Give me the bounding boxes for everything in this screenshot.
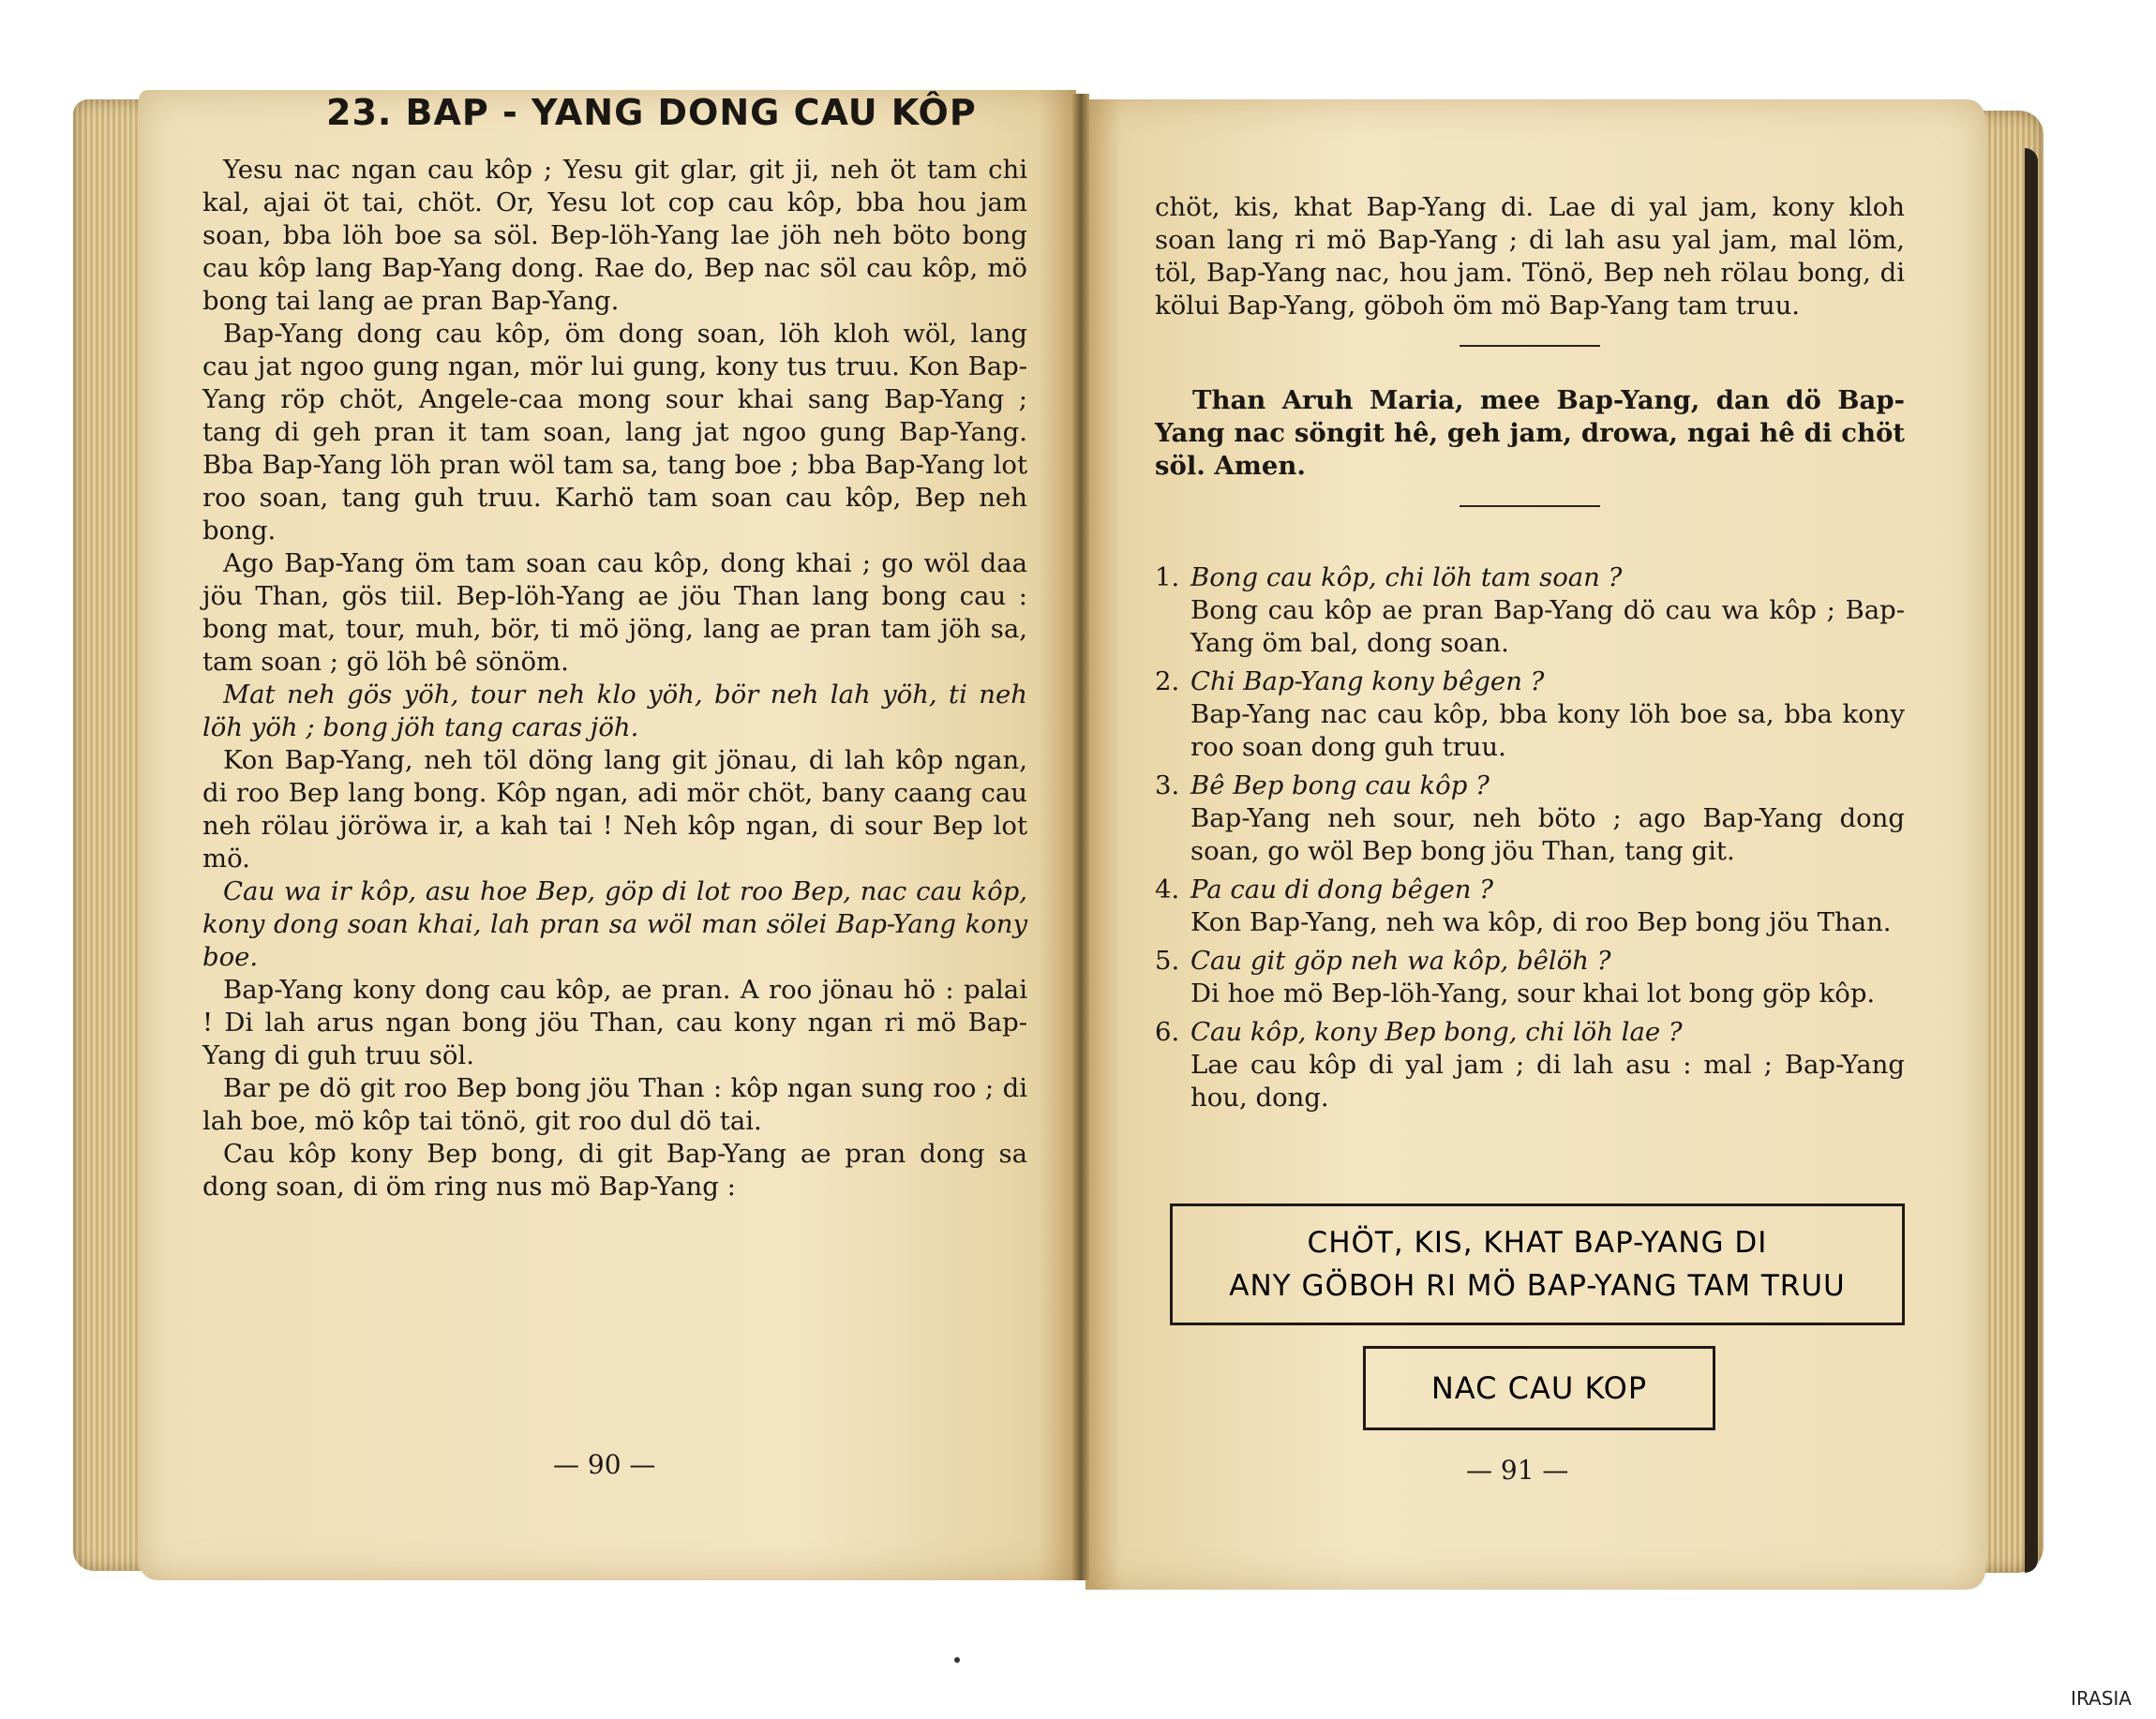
question-number: 1. xyxy=(1155,562,1180,592)
answer-text: Bong cau kôp ae pran Bap-Yang dö cau wa kôp ; Bap-Yang öm bal, dong soan. xyxy=(1190,595,1905,658)
question-number: 5. xyxy=(1155,946,1180,976)
question-number: 4. xyxy=(1155,874,1180,904)
book-cover-edge xyxy=(2025,148,2038,1573)
question-item xyxy=(1155,1016,1905,1114)
separator-line xyxy=(1460,505,1600,507)
continued-paragraph: chöt, kis, khat Bap-Yang di. Lae di yal jam, kony kloh soan lang ri mö Bap-Yang ; di lah asu yal jam, mal löm, töl, Bap-Yang nac, hou jam. Tönö, Bep neh rölau bong, di kölui Bap-Yang, göboh öm mö Bap-Yang tam truu. xyxy=(1155,192,1905,321)
question-number: 6. xyxy=(1155,1017,1180,1047)
chapter-title: 23. BAP - YANG DONG CAU KÔP xyxy=(326,92,977,133)
question-text: Chi Bap-Yang kony bêgen ? xyxy=(1190,666,1545,696)
question-text: Cau kôp, kony Bep bong, chi löh lae ? xyxy=(1190,1017,1683,1047)
question-item xyxy=(1155,561,1905,660)
right-page-content xyxy=(1155,191,1905,1120)
answer-text: Kon Bap-Yang, neh wa kôp, di roo Bep bong jöu Than. xyxy=(1190,907,1892,937)
question-item xyxy=(1155,770,1905,868)
question-text: Cau git göp neh wa kôp, bêlöh ? xyxy=(1190,946,1611,976)
summary-box xyxy=(1170,1203,1905,1325)
paragraph: Yesu nac ngan cau kôp ; Yesu git glar, git ji, neh öt tam chi kal, ajai öt tai, chöt. Or, Yesu lot cop cau kôp, bba hou jam soan, bba löh boe sa söl. Bep-löh-Yang lae jöh neh böto bong cau kôp lang Bap-Yang dong. Rae do, Bep nac söl cau kôp, mö bong tai lang ae pran Bap-Yang. xyxy=(202,155,1027,316)
paragraph: Mat neh gös yöh, tour neh klo yöh, bör neh lah yöh, ti neh löh yöh ; bong jöh tang caras jöh. xyxy=(202,680,1027,742)
answer-text: Bap-Yang nac cau kôp, bba kony löh boe sa, bba kony roo soan dong guh truu. xyxy=(1190,699,1905,762)
question-text: Bê Bep bong cau kôp ? xyxy=(1190,770,1490,800)
paragraph: Bap-Yang kony dong cau kôp, ae pran. A roo jönau hö : palai ! Di lah arus ngan bong jöu Than, cau kony ngan ri mö Bap-Yang di guh truu söl. xyxy=(202,975,1027,1070)
question-item xyxy=(1155,874,1905,939)
answer-text: Lae cau kôp di yal jam ; di lah asu : mal ; Bap-Yang hou, dong. xyxy=(1190,1050,1905,1113)
summary-line-1: CHÖT, KIS, KHAT BAP-YANG DI xyxy=(1307,1226,1768,1260)
paragraph: Bar pe dö git roo Bep bong jöu Than : kôp ngan sung roo ; di lah boe, mö kôp tai tönö, git roo dul dö tai. xyxy=(202,1073,1027,1136)
question-text: Bong cau kôp, chi löh tam soan ? xyxy=(1190,562,1623,592)
summary-line-2: ANY GÖBOH RI MÖ BAP-YANG TAM TRUU xyxy=(1229,1269,1846,1303)
paragraph: Kon Bap-Yang, neh töl döng lang git jönau, di lah kôp ngan, di roo Bep lang bong. Kôp ngan, adi mör chöt, bany caang cau neh rölau jöröwa ir, a kah tai ! Neh kôp ngan, di sour Bep lot mö. xyxy=(202,745,1027,874)
paragraph: Bap-Yang dong cau kôp, öm dong soan, löh kloh wöl, lang cau jat ngoo gung ngan, mör lui gung, kony tus truu. Kon Bap-Yang röp chöt, Angele-caa mong sour khai sang Bap-Yang ; tang di geh pran it tam soan, lang jat ngoo gung Bap-Yang. Bba Bap-Yang löh pran wöl tam sa, tang boe ; bba Bap-Yang lot roo soan, tang guh truu. Karhö tam soan cau kôp, Bep neh bong. xyxy=(202,319,1027,546)
question-list xyxy=(1155,561,1905,1114)
separator-line xyxy=(1460,345,1600,347)
left-page-content xyxy=(202,90,1027,1203)
resolution-box: NAC CAU KOP xyxy=(1363,1346,1715,1430)
watermark: IRASIA xyxy=(2071,1687,2132,1710)
paragraph: Ago Bap-Yang öm tam soan cau kôp, dong khai ; go wöl daa jöu Than, gös tiil. Bep-löh-Yang ae jöu Than lang bong cau : bong mat, tour, muh, bör, ti mö jöng, lang ae pran tam jöh sa, tam soan ; gö löh bê sönöm. xyxy=(202,548,1027,677)
page-number-left: — 90 — xyxy=(553,1449,656,1480)
question-text: Pa cau di dong bêgen ? xyxy=(1190,874,1493,904)
page-number-right: — 91 — xyxy=(1466,1455,1569,1486)
paragraph: Cau kôp kony Bep bong, di git Bap-Yang ae pran dong sa dong soan, di öm ring nus mö Bap-Yang : xyxy=(202,1139,1027,1202)
question-item xyxy=(1155,945,1905,1010)
prayer-paragraph: Than Aruh Maria, mee Bap-Yang, dan dö Bap-Yang nac söngit hê, geh jam, drowa, ngai hê di chöt söl. Amen. xyxy=(1155,385,1905,481)
left-paragraphs xyxy=(202,154,1027,1203)
question-item xyxy=(1155,665,1905,764)
answer-text: Bap-Yang neh sour, neh böto ; ago Bap-Yang dong soan, go wöl Bep bong jöu Than, tang git. xyxy=(1190,803,1905,866)
paragraph: Cau wa ir kôp, asu hoe Bep, göp di lot roo Bep, nac cau kôp, kony dong soan khai, lah pran sa wöl man sölei Bap-Yang kony boe. xyxy=(202,876,1027,972)
speck xyxy=(954,1657,960,1663)
book-gutter xyxy=(1072,94,1089,1580)
question-number: 3. xyxy=(1155,770,1180,800)
question-number: 2. xyxy=(1155,666,1180,696)
answer-text: Di hoe mö Bep-löh-Yang, sour khai lot bong göp kôp. xyxy=(1190,979,1876,1009)
